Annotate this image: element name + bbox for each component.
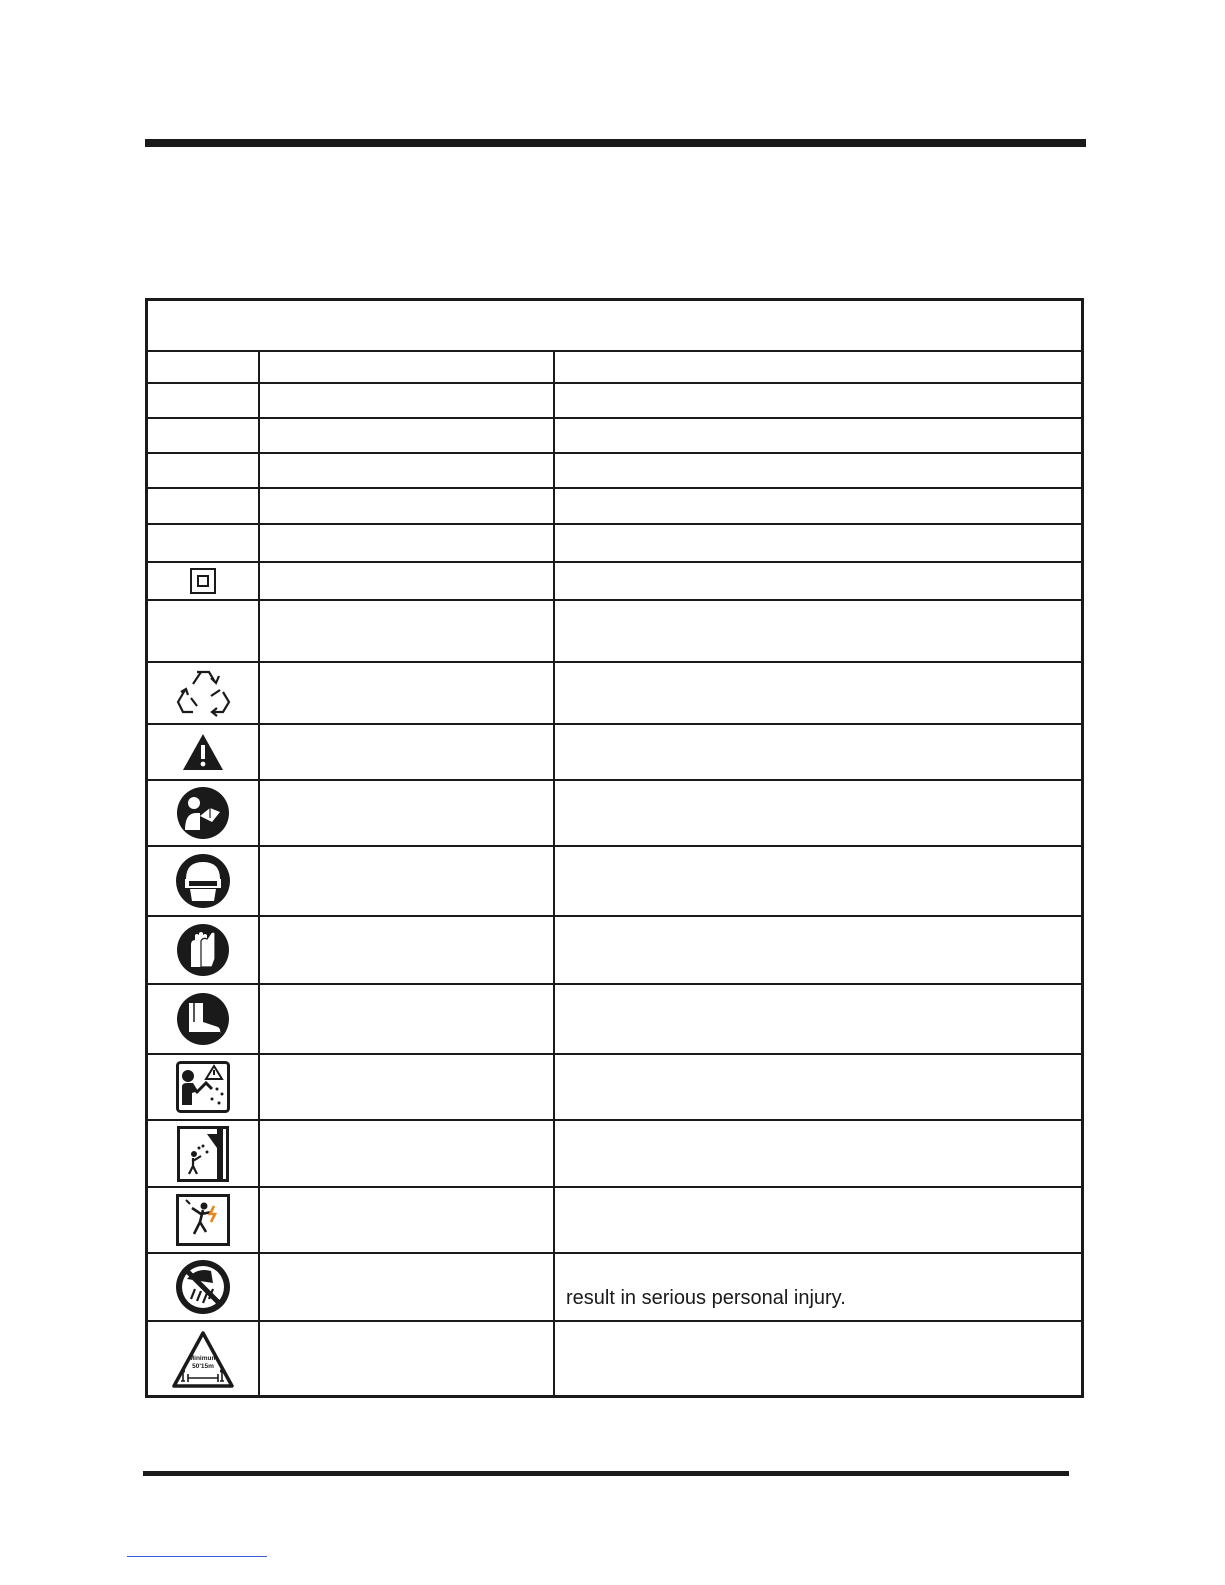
table-row	[148, 781, 1081, 847]
warning-triangle-icon	[148, 725, 258, 779]
electrocution-icon	[148, 1188, 258, 1252]
boots-icon	[148, 985, 258, 1053]
table-title-band	[148, 301, 1081, 352]
thrown-objects-icon	[148, 1055, 258, 1119]
table-row	[148, 1121, 1081, 1188]
table-row	[148, 419, 1081, 454]
falling-objects-icon	[148, 1121, 258, 1186]
recycle-icon	[148, 663, 258, 723]
bottom-rule	[143, 1471, 1069, 1476]
table-row	[148, 663, 1081, 725]
symbols-table	[145, 298, 1084, 1398]
no-rain-icon	[148, 1254, 258, 1320]
distance-sign-line2: 50'15m	[192, 1363, 214, 1370]
table-row	[148, 917, 1081, 985]
distance-sign-line1: Minimum	[188, 1355, 218, 1362]
table-row	[148, 601, 1081, 663]
table-row	[148, 525, 1081, 563]
table-row	[148, 454, 1081, 489]
table-row	[148, 847, 1081, 917]
table-row	[148, 1188, 1081, 1254]
footer-link-underline[interactable]	[127, 1556, 267, 1557]
table-row	[148, 985, 1081, 1055]
table-row	[148, 384, 1081, 419]
gloves-icon	[148, 917, 258, 983]
table-row	[148, 563, 1081, 601]
read-manual-icon	[148, 781, 258, 845]
column-divider	[553, 350, 555, 1395]
table-header-row	[148, 350, 1081, 384]
table-row	[148, 1254, 1081, 1322]
description-cell	[556, 1254, 1081, 1320]
column-divider	[258, 350, 260, 1395]
table-row	[148, 489, 1081, 525]
keep-distance-icon	[148, 1322, 258, 1398]
eye-head-protection-icon	[148, 847, 258, 915]
row-description: result in serious personal injury.	[566, 1287, 846, 1309]
double-insulation-icon	[148, 563, 258, 599]
table-row	[148, 1322, 1081, 1398]
top-rule	[145, 139, 1086, 147]
table-row	[148, 725, 1081, 781]
table-row	[148, 1055, 1081, 1121]
